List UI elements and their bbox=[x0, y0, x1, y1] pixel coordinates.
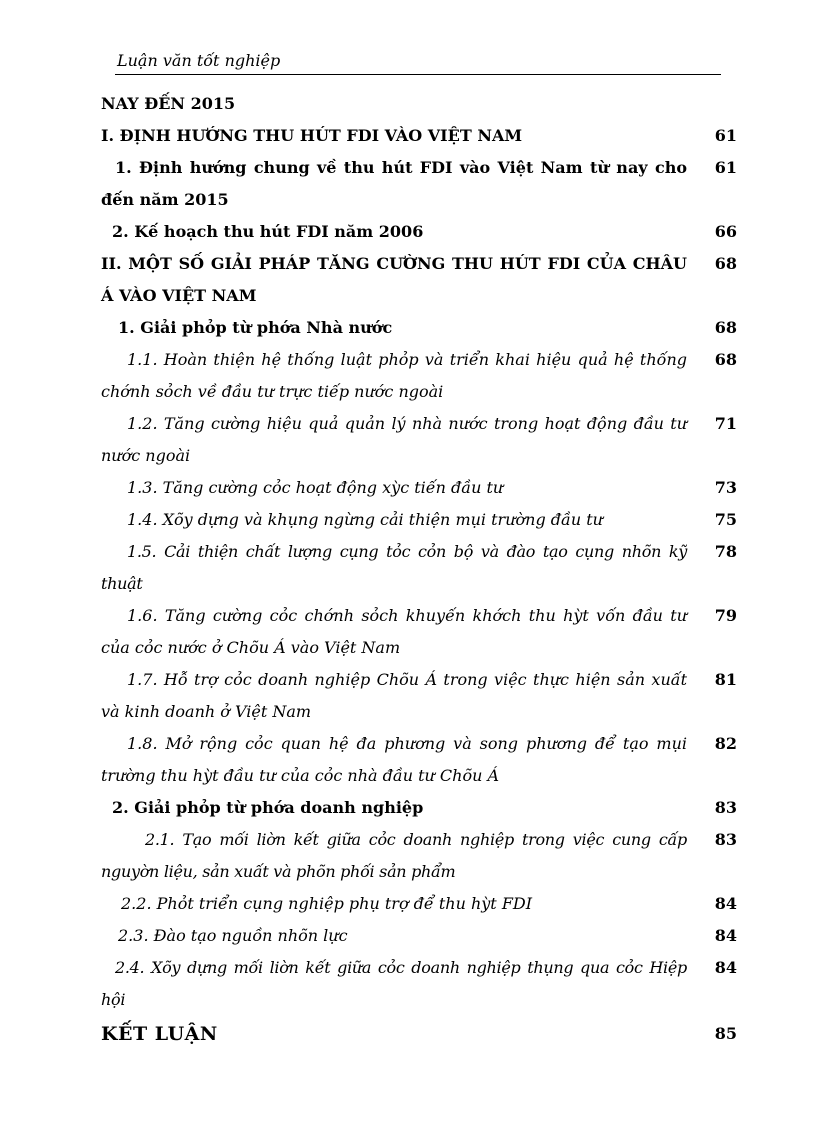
toc-entry-page: 82 bbox=[714, 734, 737, 753]
toc-entry-page: 84 bbox=[714, 958, 737, 977]
toc-entry-page: 61 bbox=[714, 158, 737, 177]
toc-entry-page: 75 bbox=[714, 510, 737, 529]
toc-entry-2-2-2 bbox=[101, 888, 741, 920]
toc-entry-section-1 bbox=[101, 120, 741, 152]
toc-entry-text: NAY ĐẾN 2015 bbox=[101, 94, 236, 113]
toc-entry-page: 83 bbox=[714, 798, 737, 817]
toc-entry-2-1-5 bbox=[101, 536, 741, 600]
toc-entry-text: 1.6. Tăng cường cỏc chớnh sỏch khuyến khớch thu hỳt vốn đầu tư của cỏc nước ở Chõu Á vào Việt Nam bbox=[101, 606, 687, 657]
toc-entry-text: 1.5. Cải thiện chất lượng cụng tỏc cỏn bộ và đào tạo cụng nhõn kỹ thuật bbox=[101, 542, 687, 593]
toc-entry-text: 1.7. Hỗ trợ cỏc doanh nghiệp Chõu Á trong việc thực hiện sản xuất và kinh doanh ở Việt Nam bbox=[101, 670, 687, 721]
toc-entry-text: 1.1. Hoàn thiện hệ thống luật phỏp và triển khai hiệu quả hệ thống chớnh sỏch về đầu tư trực tiếp nước ngoài bbox=[101, 350, 687, 401]
toc-entry-text: 1. Định hướng chung về thu hút FDI vào Việt Nam từ nay cho đến năm 2015 bbox=[101, 158, 687, 209]
header-title: Luận văn tốt nghiệp bbox=[117, 51, 281, 70]
toc-entry-2-2-4 bbox=[101, 952, 741, 1016]
toc-entry-2-1-2 bbox=[101, 408, 741, 472]
toc-entry-page: 85 bbox=[714, 1024, 737, 1043]
toc-entry-text: 2.2. Phỏt triển cụng nghiệp phụ trợ để thu hỳt FDI bbox=[121, 894, 533, 913]
toc-entry-text: 2.3. Đào tạo nguồn nhõn lực bbox=[118, 926, 348, 945]
toc-entry-page: 81 bbox=[714, 670, 737, 689]
toc-entry-page: 84 bbox=[714, 926, 737, 945]
toc-entry-page: 68 bbox=[714, 350, 737, 369]
toc-entry-text: 1.3. Tăng cường cỏc hoạt động xỳc tiến đầu tư bbox=[127, 478, 504, 497]
toc-entry-text: 1. Giải phỏp từ phớa Nhà nước bbox=[118, 318, 393, 337]
toc-entry-page: 78 bbox=[714, 542, 737, 561]
page-header bbox=[115, 50, 721, 75]
toc-entry-text: 2. Giải phỏp từ phớa doanh nghiệp bbox=[112, 798, 424, 817]
toc-entry-2-2 bbox=[101, 792, 741, 824]
toc-entry-2-1-6 bbox=[101, 600, 741, 664]
toc-entry-2-1-3 bbox=[101, 472, 741, 504]
toc-entry-page: 61 bbox=[714, 126, 737, 145]
toc-entry-continuation bbox=[101, 88, 741, 120]
toc-entry-1-1 bbox=[101, 152, 741, 216]
toc-entry-text: 1.8. Mở rộng cỏc quan hệ đa phương và song phương để tạo mụi trường thu hỳt đầu tư của cỏc nhà đầu tư Chõu Á bbox=[101, 734, 687, 785]
toc-entry-2-1-7 bbox=[101, 664, 741, 728]
toc-entry-text: II. MỘT SỐ GIẢI PHÁP TĂNG CƯỜNG THU HÚT FDI CỦA CHÂU Á VÀO VIỆT NAM bbox=[101, 254, 687, 305]
toc-entry-2-1-4 bbox=[101, 504, 741, 536]
toc-entry-1-2 bbox=[101, 216, 741, 248]
toc-entry-page: 79 bbox=[714, 606, 737, 625]
toc-entry-conclusion bbox=[101, 1016, 741, 1052]
toc-entry-text: 2.1. Tạo mối liờn kết giữa cỏc doanh nghiệp trong việc cung cấp nguyờn liệu, sản xuất và phõn phối sản phẩm bbox=[101, 830, 687, 881]
toc-entry-text: KẾT LUẬN bbox=[101, 1023, 218, 1045]
toc-entry-text: 1.4. Xõy dựng và khụng ngừng cải thiện mụi trường đầu tư bbox=[127, 510, 603, 529]
toc-entry-text: 2. Kế hoạch thu hút FDI năm 2006 bbox=[112, 222, 424, 241]
toc-entry-page: 66 bbox=[714, 222, 737, 241]
toc-entry-text: 1.2. Tăng cường hiệu quả quản lý nhà nước trong hoạt động đầu tư nước ngoài bbox=[101, 414, 687, 465]
toc-entry-2-2-3 bbox=[101, 920, 741, 952]
toc-entry-page: 68 bbox=[714, 254, 737, 273]
toc-entry-page: 84 bbox=[714, 894, 737, 913]
toc-entry-page: 68 bbox=[714, 318, 737, 337]
toc-entry-2-1 bbox=[101, 312, 741, 344]
toc-entry-2-2-1 bbox=[101, 824, 741, 888]
toc-entry-2-1-8 bbox=[101, 728, 741, 792]
toc-entry-page: 83 bbox=[714, 830, 737, 849]
toc-entry-page: 71 bbox=[714, 414, 737, 433]
table-of-contents bbox=[101, 88, 741, 1052]
toc-entry-section-2 bbox=[101, 248, 741, 312]
toc-entry-text: I. ĐỊNH HƯỚNG THU HÚT FDI VÀO VIỆT NAM bbox=[101, 126, 523, 145]
toc-entry-2-1-1 bbox=[101, 344, 741, 408]
toc-entry-page: 73 bbox=[714, 478, 737, 497]
toc-entry-text: 2.4. Xõy dựng mối liờn kết giữa cỏc doanh nghiệp thụng qua cỏc Hiệp hội bbox=[101, 958, 687, 1009]
